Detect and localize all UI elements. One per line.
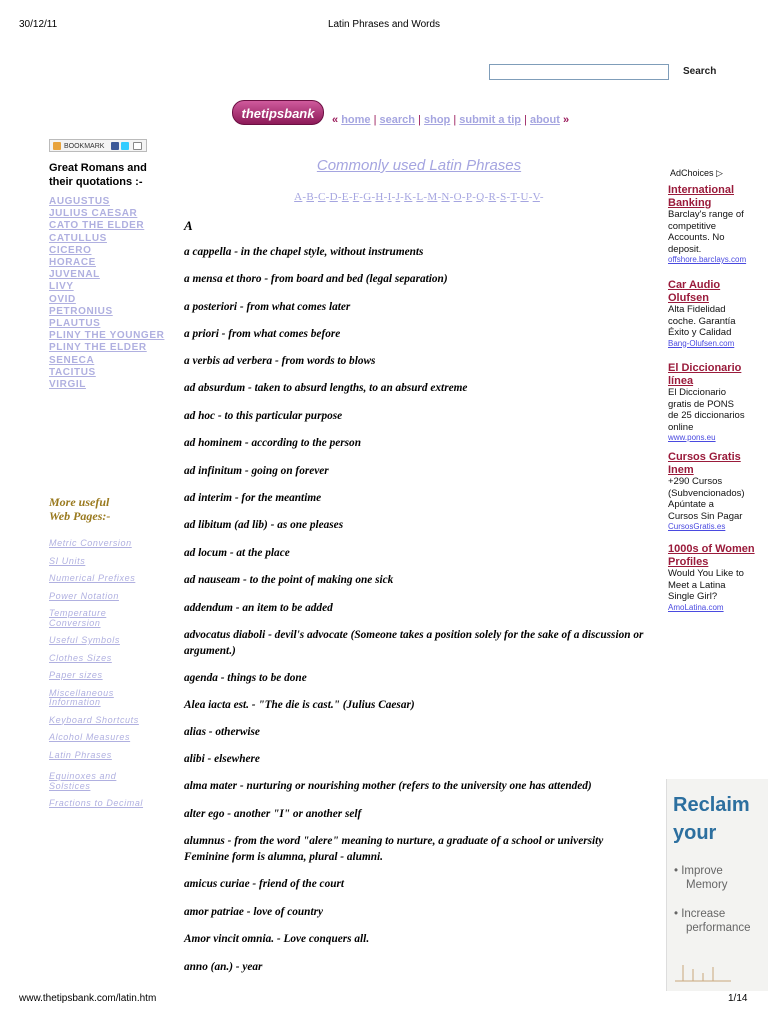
phrase-entry: ad locum - at the place: [184, 547, 290, 559]
alphabet-separator: -: [400, 191, 405, 203]
alphabet-link-m[interactable]: M: [427, 191, 438, 203]
roman-link-petronius[interactable]: PETRONIUS: [49, 305, 113, 317]
useful-heading-line-2: Web Pages:-: [49, 509, 111, 523]
phrase-entry: a mensa et thoro - from board and bed (legal separation): [184, 273, 448, 285]
print-date: 30/12/11: [19, 19, 58, 30]
useful-link-paper-sizes[interactable]: Paper sizes: [49, 670, 103, 680]
search-input[interactable]: [489, 64, 669, 80]
useful-link-metric-conversion[interactable]: Metric Conversion: [49, 538, 132, 548]
alphabet-separator: -: [484, 191, 489, 203]
alphabet-link-l[interactable]: L: [416, 191, 424, 203]
useful-link-si-units[interactable]: SI Units: [49, 555, 86, 566]
section-letter: A: [184, 218, 193, 233]
alphabet-link-k[interactable]: K: [404, 191, 413, 203]
useful-heading-line-1: More useful: [49, 495, 110, 509]
alphabet-link-p[interactable]: P: [465, 191, 473, 203]
alphabet-link-f[interactable]: F: [352, 191, 360, 203]
alphabet-link-h[interactable]: H: [375, 191, 384, 203]
ad-unit[interactable]: El Diccionario línea El Diccionario gratis de PONS de 25 diccionarios online www.pons.eu: [668, 362, 745, 442]
roman-link-augustus[interactable]: AUGUSTUS: [49, 196, 110, 207]
roman-link-pliny-the-elder[interactable]: PLINY THE ELDER: [49, 342, 147, 354]
banner-bullet-2b: performance: [686, 922, 751, 934]
print-url: www.thetipsbank.com/latin.htm: [19, 993, 157, 1004]
alphabet-link-o[interactable]: O: [453, 191, 462, 203]
roman-link-pliny-the-younger[interactable]: PLINY THE YOUNGER: [49, 330, 165, 342]
alphabet-link-d[interactable]: D: [329, 191, 338, 203]
useful-pages-list: [49, 539, 174, 809]
alphabet-link-v[interactable]: V: [532, 191, 540, 203]
roman-link-seneca[interactable]: SENECA: [49, 354, 95, 366]
phrase-entry: Amor vincit omnia. - Love conquers all.: [184, 933, 370, 945]
phrase-entry: amicus curiae - friend of the court: [184, 878, 345, 890]
roman-link-juvenal[interactable]: JUVENAL: [49, 269, 100, 281]
phrase-entry: Alea iacta est. - "The die is cast." (Julius Caesar): [184, 699, 415, 711]
alphabet-separator: -: [516, 191, 521, 203]
search-button[interactable]: Search: [683, 66, 717, 77]
bookmark-button[interactable]: [49, 139, 147, 152]
alphabet-separator: -: [383, 191, 388, 203]
alphabet-link-j[interactable]: J: [395, 191, 401, 203]
alphabet-separator: -: [325, 191, 330, 203]
useful-link-clothes-sizes[interactable]: Clothes Sizes: [49, 652, 112, 663]
banner-chart-icon: [673, 961, 733, 983]
nav-shop-link[interactable]: shop: [423, 114, 451, 126]
alphabet-link-b[interactable]: B: [306, 191, 314, 203]
phrase-entry: ad hominem - according to the person: [184, 437, 361, 449]
phrase-entry: a cappella - in the chapel style, without instruments: [184, 246, 424, 258]
alphabet-link-u[interactable]: U: [520, 191, 529, 203]
useful-link-miscellaneous-information[interactable]: Miscellaneous Information: [49, 687, 114, 707]
alphabet-link-n[interactable]: N: [441, 191, 450, 203]
alphabet-separator: -: [371, 191, 376, 203]
romans-list: [49, 196, 179, 391]
phrase-entry: a priori - from what comes before: [184, 328, 341, 340]
alphabet-separator: -: [437, 191, 442, 203]
alphabet-link-i[interactable]: I: [387, 191, 392, 203]
alphabet-separator: -: [412, 191, 417, 203]
useful-link-temperature-conversion[interactable]: Temperature Conversion: [49, 608, 107, 628]
phrase-entry: ad hoc - to this particular purpose: [184, 410, 343, 422]
phrase-entry: anno (an.) - year: [184, 961, 263, 973]
email-icon: [133, 142, 142, 150]
phrase-entry: alter ego - another "I" or another self: [184, 808, 362, 820]
banner-ad[interactable]: [666, 779, 768, 991]
phrase-entry: ad absurdum - taken to absurd lengths, to an absurd extreme: [184, 382, 468, 394]
phrase-entry: alias - otherwise: [184, 726, 260, 738]
alphabet-link-c[interactable]: C: [317, 191, 326, 203]
alphabet-separator: -: [539, 191, 544, 203]
alphabet-link-s[interactable]: S: [500, 191, 507, 203]
alphabet-separator: -: [461, 191, 466, 203]
alphabet-link-t[interactable]: T: [510, 191, 517, 203]
alphabet-link-g[interactable]: G: [363, 191, 372, 203]
useful-link-keyboard-shortcuts[interactable]: Keyboard Shortcuts: [49, 714, 139, 725]
facebook-icon: [111, 142, 119, 150]
useful-link-useful-symbols[interactable]: Useful Symbols: [49, 635, 120, 645]
alphabet-separator: -: [528, 191, 533, 203]
alphabet-separator: -: [506, 191, 511, 203]
alphabet-separator: -: [314, 191, 318, 203]
useful-pages-heading: [49, 495, 110, 523]
alphabet-link-e[interactable]: E: [341, 191, 349, 203]
nav-submit-tip-link[interactable]: submit a tip: [459, 114, 521, 126]
phrase-entry: a verbis ad verbera - from words to blows: [184, 355, 376, 367]
nav-search-link[interactable]: search: [379, 114, 415, 126]
alphabet-separator: -: [449, 191, 454, 203]
ad-unit[interactable]: International Banking Barclay's range of competitive Accounts. No deposit. offshore.barclays.com: [668, 184, 747, 264]
useful-link-alcohol-measures[interactable]: Alcohol Measures: [49, 732, 131, 742]
useful-link-equinoxes-solstices[interactable]: Equinoxes and Solstices: [49, 771, 117, 791]
roman-link-cato-the-elder[interactable]: CATO THE ELDER: [49, 220, 145, 232]
phrase-entry: amor patriae - love of country: [184, 906, 323, 918]
bookmark-label: BOOKMARK: [64, 143, 105, 150]
phrase-entry: a posteriori - from what comes later: [184, 301, 351, 313]
phrase-entry: ad interim - for the meantime: [184, 492, 322, 504]
phrase-entry: advocatus diaboli - devil's advocate (Someone takes a position solely for the sake of a discussion or argument.): [184, 629, 644, 657]
print-page-number: 1/14: [728, 993, 748, 1004]
roman-link-catullus[interactable]: CATULLUS: [49, 232, 107, 244]
alphabet-separator: -: [496, 191, 501, 203]
phrase-entry: alumnus - from the word "alere" meaning to nurture, a graduate of a school or university Feminine form is alumna, plural - alumni.: [184, 835, 604, 863]
roman-link-plautus[interactable]: PLAUTUS: [49, 318, 101, 330]
banner-bullet-2a: • Increase: [674, 908, 726, 920]
phrase-entry: ad libitum (ad lib) - as one pleases: [184, 519, 344, 531]
alphabet-link-q[interactable]: Q: [476, 191, 485, 203]
useful-link-power-notation[interactable]: Power Notation: [49, 590, 119, 601]
roman-link-ovid[interactable]: OVID: [49, 293, 76, 305]
print-title: Latin Phrases and Words: [327, 19, 441, 30]
banner-line-1: Reclaim: [673, 794, 750, 816]
alphabet-index: [0, 191, 768, 203]
nav-close-guillemet: »: [562, 114, 570, 126]
adchoices-icon: ▷: [716, 168, 723, 178]
phrase-entry: ad infinitum - going on forever: [184, 465, 329, 477]
nav-home-link[interactable]: home: [341, 114, 371, 126]
alphabet-separator: -: [348, 191, 353, 203]
useful-link-fractions-to-decimal[interactable]: Fractions to Decimal: [49, 798, 144, 808]
top-nav: « home | search | shop | submit a tip | about »: [332, 114, 570, 126]
bookmark-icon: [53, 142, 61, 150]
banner-line-2: your: [673, 822, 717, 844]
ad-unit[interactable]: Car Audio Olufsen Alta Fidelidad coche. Garantía Éxito y Calidad Bang-Olufsen.com: [668, 279, 736, 348]
useful-link-latin-phrases[interactable]: Latin Phrases: [49, 749, 112, 760]
page-heading: Commonly used Latin Phrases: [316, 157, 522, 174]
alphabet-separator: -: [423, 191, 428, 203]
roman-link-cicero[interactable]: CICERO: [49, 244, 92, 256]
banner-bullet-1b: Memory: [686, 879, 728, 891]
romans-heading: Great Romans and their quotations :-: [49, 162, 147, 188]
twitter-icon: [121, 142, 129, 150]
alphabet-separator: -: [472, 191, 477, 203]
roman-link-tacitus[interactable]: TACITUS: [49, 366, 96, 378]
useful-link-numerical-prefixes[interactable]: Numerical Prefixes: [49, 573, 136, 583]
alphabet-separator: -: [359, 191, 364, 203]
site-logo[interactable]: thetipsbank: [232, 100, 324, 125]
alphabet-link-a[interactable]: A: [294, 191, 303, 203]
phrase-entry: alma mater - nurturing or nourishing mother (refers to the university one has attended): [184, 780, 592, 792]
alphabet-link-r[interactable]: R: [488, 191, 497, 203]
phrase-entry: alibi - elsewhere: [184, 753, 260, 765]
roman-link-livy[interactable]: LIVY: [49, 281, 74, 293]
roman-link-julius-caesar[interactable]: JULIUS CAESAR: [49, 208, 138, 220]
roman-link-horace[interactable]: HORACE: [49, 257, 96, 269]
nav-about-link[interactable]: about: [529, 114, 560, 126]
adchoices-label[interactable]: AdChoices ▷: [670, 168, 723, 178]
phrase-entry: ad nauseam - to the point of making one sick: [184, 574, 394, 586]
ad-unit[interactable]: 1000s of Women Profiles Would You Like to Meet a Latina Single Girl? AmoLatina.com: [668, 543, 755, 612]
ad-unit[interactable]: Cursos Gratis Inem +290 Cursos (Subvencionados) Apúntate a Cursos Sin Pagar CursosGratis.es: [668, 451, 745, 531]
phrase-entry: addendum - an item to be added: [184, 602, 333, 614]
nav-open-guillemet: «: [332, 114, 339, 126]
alphabet-separator: -: [391, 191, 396, 203]
roman-link-virgil[interactable]: VIRGIL: [49, 379, 86, 391]
alphabet-separator: -: [337, 191, 342, 203]
phrase-entry: agenda - things to be done: [184, 672, 307, 684]
banner-bullet-1a: • Improve: [674, 865, 723, 877]
alphabet-separator: -: [302, 191, 307, 203]
